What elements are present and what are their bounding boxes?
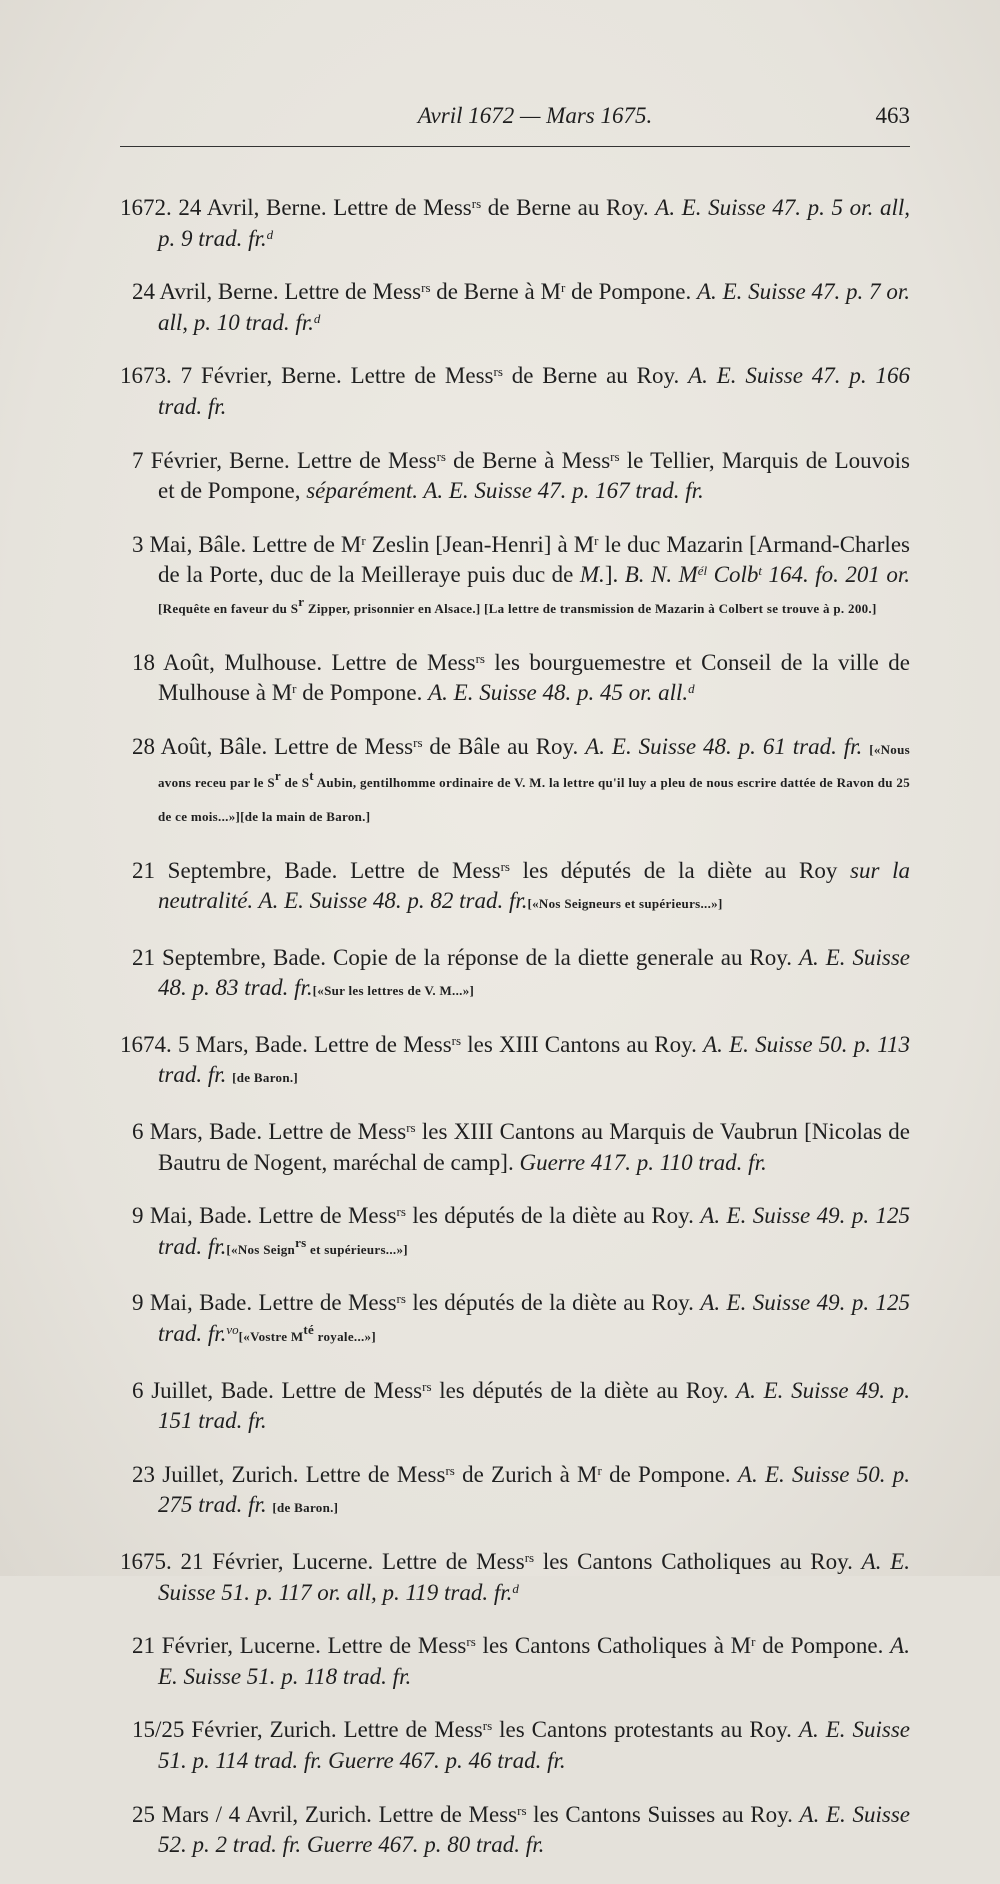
entry-sup-a: rs (451, 1032, 462, 1048)
entry-ref-a: A. E. Suisse 47. p. 5 or. all (655, 195, 905, 220)
entry-text-a: Lettre de Mess (314, 1031, 452, 1057)
page-header (120, 103, 910, 143)
calendar-entry (120, 361, 910, 422)
page-number: 463 (875, 103, 910, 128)
entry-date: 25 Mars / 4 Avril, Zurich. (132, 1801, 379, 1827)
entry-sup-b: r (292, 681, 297, 697)
entry-text-b: les XIII Cantons au Marquis de Vaubrun [Nicolas de Bautru de Nogent, maréchal de camp]. (158, 1119, 910, 1175)
entry-date: 5 Mars, Bade. (177, 1031, 315, 1057)
entry-ref-a: A. E. Suisse 48. p. 61 trad. fr. (585, 733, 870, 759)
entry-note-sup: r (274, 768, 281, 784)
entry-sup-a: rs (493, 364, 503, 380)
entry-sup-b: r (751, 1634, 756, 1650)
entry-ref-b: . (682, 680, 689, 706)
entry-text-b: les députés de la diète au Roy. (405, 1203, 701, 1229)
entry-sup-a: rs (445, 1462, 455, 1478)
entry-date: 23 Juillet, Zurich. (132, 1461, 306, 1487)
entry-text-a: Lettre de Mess (281, 1377, 423, 1403)
entry-date: 6 Mars, Bade. (132, 1119, 269, 1145)
entry-sup-b: r (560, 280, 566, 296)
calendar-entry (120, 446, 910, 507)
entry-ref-b: , p. 10 trad. fr. (182, 309, 314, 335)
entry-text-b: de Zurich à M (454, 1461, 598, 1487)
entry-date: 9 Mai, Bade. (132, 1203, 259, 1229)
entry-note-b: et supérieurs...»] (306, 1241, 408, 1257)
entry-ref-a: A. E. Suisse 50. p. 113 trad. fr. (158, 1031, 910, 1088)
entry-text-a: Lettre de Mess (382, 1549, 525, 1574)
entry-sup-a: rs (421, 280, 431, 296)
entry-note-c: Aubin, gentilhomme ordinaire de V. M. la lettre qu'il luy a pleu de nous escrire dattée de Ravon du 25 de ce mois...»] (158, 775, 911, 824)
entry-ref-a: A. E. Suisse 50. p. 275 trad. fr. (158, 1461, 910, 1518)
entry-text-b: les députés de la diète au Roy. (431, 1377, 737, 1403)
entry-text-a: Lettre de Mess (350, 363, 494, 389)
entry-note: [«Nos Seign (226, 1241, 296, 1257)
entry-note: [de Baron.] (272, 1500, 339, 1516)
entry-text-c: le duc Mazarin [Armand-Charles de la Porte, duc de la Meilleraye puis duc de (158, 531, 910, 588)
entry-ref-a: A. E. Suisse 51. p. 117 or. all (158, 1549, 910, 1605)
entry-text-c: le Tellier, Marquis de Louvois et de Pompone, (158, 447, 910, 504)
calendar-entry (120, 648, 910, 709)
entry-text-a: Lettre de Mess (268, 1119, 407, 1145)
entry-sup-a: rs (436, 448, 446, 464)
entry-year: 1675. (120, 1549, 181, 1574)
entry-ref-sup: d (512, 1580, 519, 1596)
entry-date: 3 Mai, Bâle. (132, 531, 253, 557)
entry-date: 6 Juillet, Bade. (132, 1377, 282, 1403)
entry-note-b: de S (280, 775, 310, 791)
entry-sup-a: rs (482, 1718, 493, 1734)
entry-text-b: les Cantons Catholiques à M (475, 1633, 752, 1659)
entry-ref-c: Colb (707, 562, 759, 588)
entry-note-b: Zipper, prisonnier en Alsace.] [La lettre de transmission de Mazarin à Colbert se trouve à p. 200.] (304, 600, 877, 616)
entry-note: [«Vostre M (238, 1329, 304, 1345)
entry-note: [de Baron.] (232, 1070, 299, 1086)
calendar-entry (120, 1201, 910, 1265)
entry-ref-d: 164. fo. 201 or. (762, 562, 910, 588)
entry-sup-b: rs (610, 448, 620, 464)
entry-text-b: les députés de la diète au Roy (509, 857, 851, 883)
entry-text-b: de Berne à M (430, 279, 561, 305)
entry-note: [«Nous avons receu par le S (158, 741, 910, 791)
entry-text-b: de Berne à Mess (445, 447, 611, 473)
entry-sup-a: rs (471, 196, 482, 211)
entry-note-b: royale...»] (314, 1329, 376, 1345)
entry-ref-a: A. E. Suisse 49. p. 151 trad. fr. (158, 1377, 910, 1434)
entry-text-a: Lettre de Mess (284, 279, 422, 305)
entry-sup-a: rs (422, 1378, 432, 1394)
entry-text-a: Copie de la réponse de la diette generale au Roy. (333, 944, 799, 970)
calendar-entry (120, 530, 910, 625)
entry-note-sup: rs (295, 1234, 307, 1250)
calendar-entry (120, 1460, 910, 1524)
entry-text-c: de Pompone. (296, 680, 429, 706)
entry-sup-a: rs (396, 1204, 406, 1220)
entry-ref-a: M. (579, 562, 605, 588)
entry-sup-a: rs (413, 734, 423, 750)
entry-note: [«Sur les lettres de V. M...»] (312, 983, 475, 999)
entry-date: 7 Février, Berne. (132, 447, 297, 473)
header-rule (120, 146, 910, 147)
calendar-entry (120, 1631, 910, 1692)
entry-ref-sup: él (697, 563, 708, 579)
calendar-entry (120, 1288, 910, 1352)
entry-year: 1672. (120, 195, 179, 220)
entry-text-a: Lettre de Mess (274, 733, 414, 759)
entry-sup-a: rs (466, 1634, 476, 1650)
calendar-entry (120, 732, 910, 833)
calendar-entry (120, 856, 910, 920)
entry-text-a: Lettre de M (252, 531, 362, 557)
entry-text-a: Lettre de Mess (305, 1461, 446, 1487)
entry-note: [«Nos Seigneurs et supérieurs...»] (527, 896, 723, 912)
entry-note2: [de la main de Baron.] (240, 808, 371, 824)
entry-ref-b: , p. 119 trad. fr. (370, 1579, 513, 1605)
entry-sup-a: rs (406, 1120, 416, 1136)
entry-ref-a: sur la neutralité. (158, 857, 910, 914)
entry-ref-a: A. E. Suisse 48. p. 83 trad. fr. (158, 944, 910, 1001)
entry-text-b: les députés de la diète au Roy. (405, 1290, 701, 1316)
entry-text-b: les bourguemestre et Conseil de la ville de Mulhouse à M (158, 649, 910, 706)
entry-date: 18 Août, Mulhouse. (132, 649, 332, 675)
entry-ref-a: séparément. A. E. Suisse 47. p. 167 trad. fr. (306, 478, 704, 504)
entry-ref-sup: vo (226, 1322, 239, 1338)
entry-date: 21 Février, Lucerne. (132, 1633, 328, 1659)
entry-sup-a: rs (517, 1802, 527, 1818)
entry-note-sup2: t (309, 768, 314, 784)
entry-note-sup: r (298, 593, 305, 609)
calendar-entries (120, 170, 910, 1884)
entry-text-c: de Pompone. (565, 279, 697, 305)
entry-date: 21 Février, Lucerne. (180, 1549, 383, 1574)
entry-sup-a: rs (475, 650, 485, 666)
entry-sup-b: r (597, 1462, 602, 1478)
entry-date: 9 Mai, Bade. (132, 1290, 259, 1316)
entry-year: 1673. (120, 363, 181, 389)
entry-date: 21 Septembre, Bade. (132, 857, 351, 883)
entry-text-c: de Pompone. (755, 1633, 891, 1659)
entry-sup-a: rs (396, 1291, 406, 1307)
calendar-entry (120, 1030, 910, 1094)
entry-text-b: les XIII Cantons au Roy. (461, 1031, 704, 1057)
entry-ref-a: A. E. Suisse 49. p. 125 trad. fr. (158, 1203, 910, 1259)
calendar-entry (120, 943, 910, 1007)
entry-sup-a: rs (500, 858, 510, 874)
entry-text-a: Lettre de Mess (378, 1801, 518, 1827)
calendar-entry (120, 1376, 910, 1437)
entry-text-c: de Pompone. (601, 1461, 738, 1487)
entry-sup-a: rs (524, 1550, 535, 1565)
entry-year: 1674. (120, 1031, 178, 1057)
entry-note-sup: té (303, 1322, 315, 1338)
entry-ref-a: A. E. Suisse 47. p. 166 trad. fr. (158, 363, 910, 419)
entry-text-a: Lettre de Mess (331, 649, 476, 675)
entry-ref-a: A. E. Suisse 51. p. 118 trad. fr. (158, 1633, 910, 1689)
entry-ref-a: A. E. Suisse 47. p. 7 or. all (158, 279, 910, 335)
entry-text-d: ]. (604, 562, 625, 588)
calendar-entry (120, 277, 910, 338)
calendar-entry (120, 193, 910, 254)
entry-ref-sup2: t (758, 563, 762, 579)
entry-text-b: de Berne au Roy. (502, 363, 689, 389)
entry-ref-sup: d (266, 226, 274, 242)
entry-text-b: les Cantons Suisses au Roy. (526, 1801, 800, 1827)
calendar-entry (120, 1117, 910, 1178)
entry-ref-a: A. E. Suisse 51. p. 114 trad. fr. Guerre 467. p. 46 trad. fr. (158, 1717, 910, 1773)
entry-text-b: les Cantons Catholiques au Roy. (534, 1549, 862, 1574)
entry-sup-b: r (594, 532, 599, 548)
entry-text-b: de Berne au Roy. (481, 195, 656, 220)
entry-text-a: Lettre de Mess (343, 1717, 483, 1743)
entry-date: 24 Avril, Berne. (132, 279, 285, 305)
entry-text-a: Lettre de Mess (258, 1203, 397, 1229)
entry-date: 7 Février, Berne. (180, 363, 351, 389)
entry-ref-sup: d (313, 310, 321, 326)
entry-text-b: les Cantons protestants au Roy. (492, 1717, 799, 1743)
entry-text-a: Lettre de Mess (258, 1290, 397, 1316)
entry-text-b: Zeslin [Jean-Henri] à M (365, 531, 595, 557)
calendar-entry (120, 1547, 910, 1608)
entry-text-a: Lettre de Mess (297, 447, 437, 473)
entry-date: 24 Avril, Berne. (178, 195, 334, 220)
entry-sup-a: r (361, 532, 366, 548)
entry-text-a: Lettre de Mess (327, 1633, 467, 1659)
entry-ref-a: A. E. Suisse 48. p. 45 or. all (428, 680, 683, 706)
entry-ref-a: A. E. Suisse 49. p. 125 (700, 1290, 910, 1316)
calendar-entry (120, 1715, 910, 1776)
entry-ref-a: Guerre 417. p. 110 trad. fr. (519, 1149, 767, 1175)
entry-ref-a: A. E. Suisse 52. p. 2 trad. fr. Guerre 467. p. 80 trad. fr. (158, 1801, 910, 1858)
entry-text-a: Lettre de Mess (350, 857, 501, 883)
calendar-entry (120, 1800, 910, 1861)
entry-date: 21 Septembre, Bade. (132, 944, 333, 970)
entry-note: [Requête en faveur du S (158, 600, 299, 616)
entry-text-b: de Bâle au Roy. (422, 733, 586, 759)
entry-ref-b: trad. fr. (158, 1321, 227, 1347)
entry-ref-b: B. N. M (624, 562, 698, 588)
entry-ref-sup: d (688, 681, 695, 697)
entry-date: 15/25 Février, Zurich. (132, 1717, 344, 1743)
entry-ref-b: , p. 9 trad. fr. (158, 195, 910, 251)
entry-date: 28 Août, Bâle. (132, 733, 275, 759)
entry-ref-b: A. E. Suisse 48. p. 82 trad. fr. (258, 888, 528, 914)
entry-text-a: Lettre de Mess (333, 195, 472, 220)
running-title: Avril 1672 — Mars 1675. (417, 103, 653, 128)
